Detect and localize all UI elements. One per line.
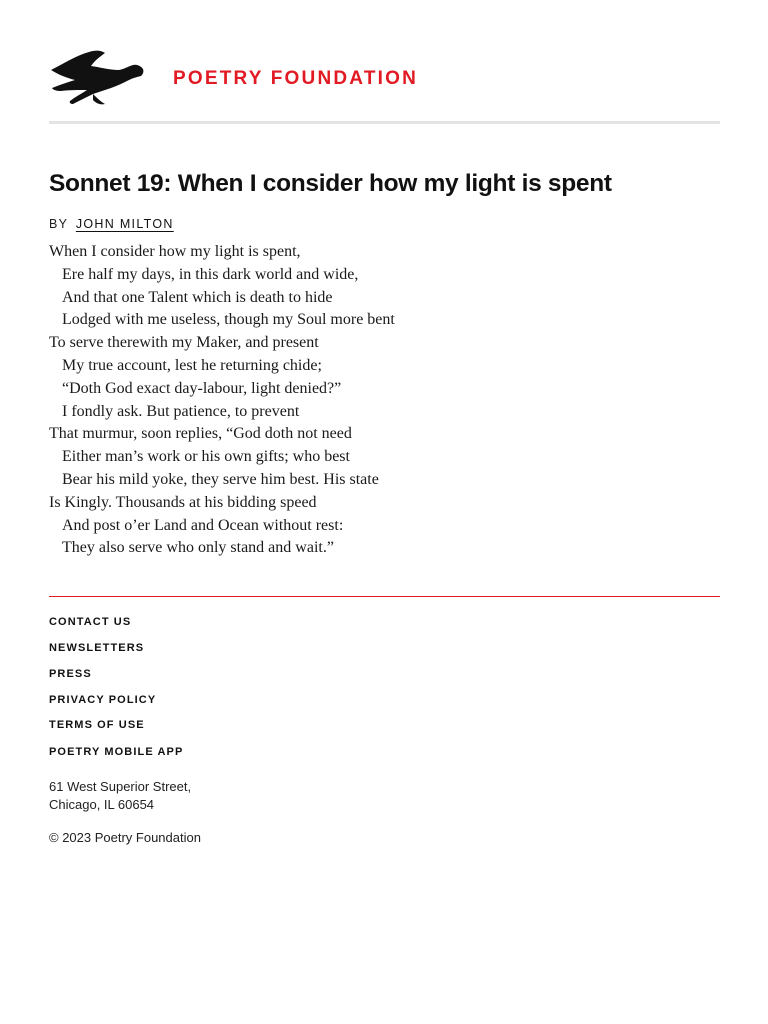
footer-link-terms-of-use[interactable]: TERMS OF USE: [49, 719, 145, 731]
poem-title: Sonnet 19: When I consider how my light is spent: [49, 170, 612, 197]
site-header: [49, 48, 720, 108]
poem-line: And post o’er Land and Ocean without rest:: [62, 516, 344, 534]
poem-line: Is Kingly. Thousands at his bidding speed: [49, 493, 317, 511]
author-link[interactable]: JOHN MILTON: [75, 217, 174, 231]
copyright-notice: © 2023 Poetry Foundation: [49, 830, 201, 845]
poem-line: “Doth God exact day-labour, light denied?”: [62, 379, 342, 397]
poem-body: [49, 241, 649, 560]
bird-logo-icon[interactable]: [49, 48, 147, 108]
poem-line: To serve therewith my Maker, and present: [49, 334, 319, 352]
poem-line: Lodged with me useless, though my Soul more bent: [62, 311, 395, 329]
poem-line: When I consider how my light is spent,: [49, 243, 301, 260]
poem-byline: [49, 217, 174, 231]
footer-address: [49, 778, 191, 814]
footer-link-privacy-policy[interactable]: PRIVACY POLICY: [49, 694, 157, 706]
byline-label: BY: [49, 217, 69, 231]
footer-link-press[interactable]: PRESS: [49, 668, 92, 680]
poem-line: They also serve who only stand and wait.”: [62, 539, 334, 557]
footer-link-contact-us[interactable]: CONTACT US: [49, 616, 132, 628]
poem-line: And that one Talent which is death to hide: [62, 288, 333, 306]
address-line: Chicago, IL 60654: [49, 797, 155, 812]
site-logo-text[interactable]: POETRY FOUNDATION: [173, 68, 418, 89]
footer-divider: [49, 596, 720, 597]
header-divider: [49, 121, 720, 124]
footer-link-newsletters[interactable]: NEWSLETTERS: [49, 642, 145, 654]
address-line: 61 West Superior Street,: [49, 779, 192, 794]
footer-link-poetry-mobile-app[interactable]: POETRY MOBILE APP: [49, 746, 184, 758]
poem-line: Ere half my days, in this dark world and wide,: [62, 265, 359, 283]
poem-line: Either man’s work or his own gifts; who best: [62, 448, 350, 466]
poem-line: My true account, lest he returning chide;: [62, 356, 322, 374]
poem-line: Bear his mild yoke, they serve him best. His state: [62, 470, 379, 488]
poem-line: That murmur, soon replies, “God doth not need: [49, 425, 352, 443]
poem-line: I fondly ask. But patience, to prevent: [62, 402, 300, 420]
